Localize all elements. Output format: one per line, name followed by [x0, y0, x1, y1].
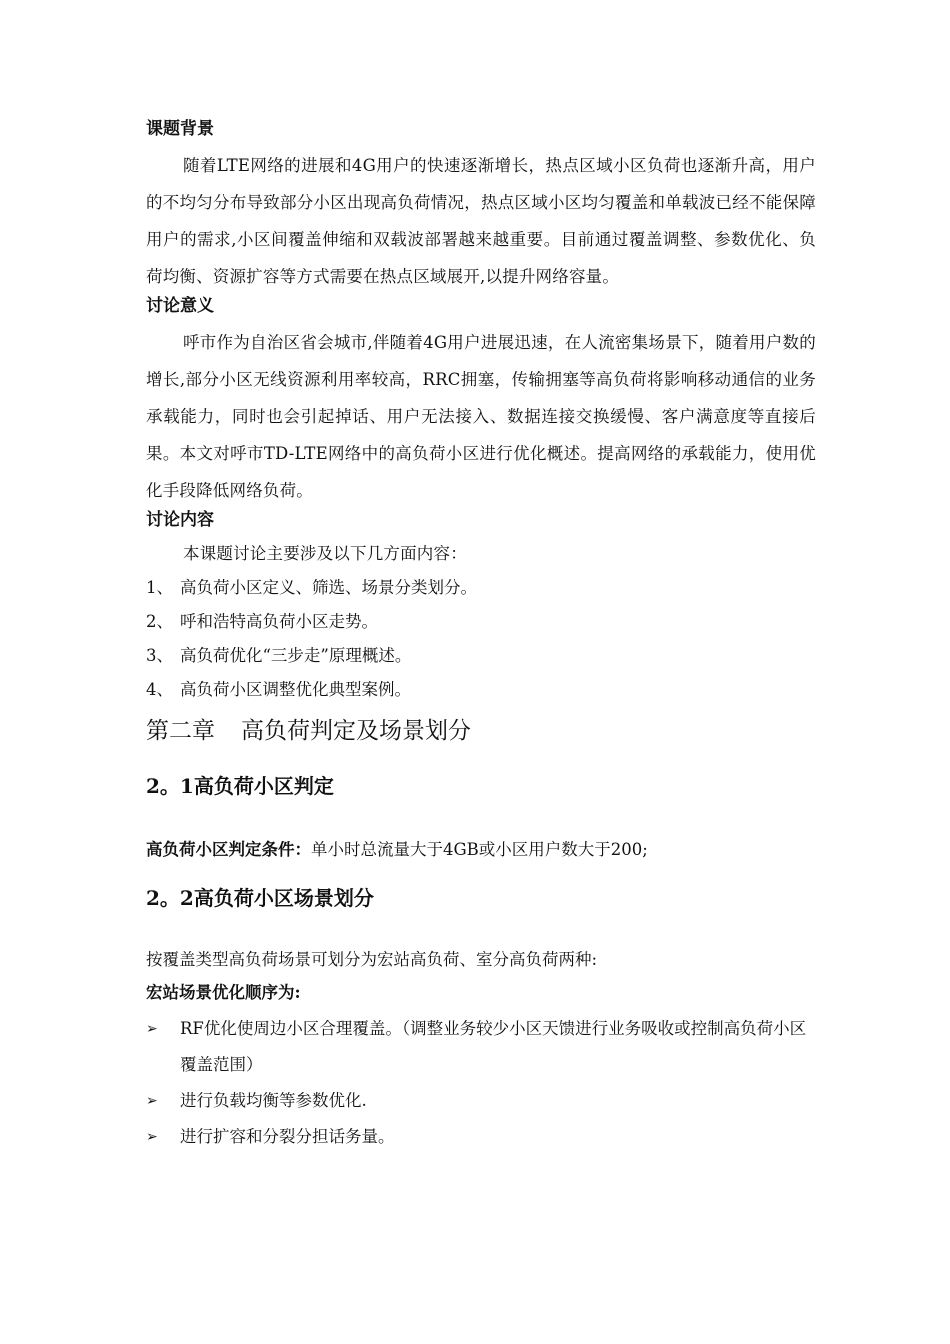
bullet-item [146, 1011, 816, 1083]
list-item [146, 639, 816, 673]
subsection-heading-2-1: 2。1高负荷小区判定 [146, 774, 334, 798]
bullet-item [146, 1119, 816, 1155]
section-heading-background: 课题背景 [146, 119, 214, 139]
list-item [146, 605, 816, 639]
list-item-number: 3、 [146, 646, 173, 665]
list-item-text: 高负荷小区定义、筛选、场景分类划分。 [180, 578, 477, 597]
arrow-bullet-icon: ➢ [146, 1093, 158, 1109]
list-item [146, 673, 816, 707]
paragraph-significance: 呼市作为自治区省会城市,伴随着4G用户进展迅速，在人流密集场景下，随着用户数的增长,部分小区无线资源利用率较高，RRC拥塞，传输拥塞等高负荷将影响移动通信的业务承载能力，同时也会引起掉话、用户无法接入、数据连接交换缓慢、客户满意度等直接后果。本文对呼市TD-LTE网络中的高负荷小区进行优化概述。提高网络的承载能力，使用优化手段降低网络负荷。 [146, 333, 816, 500]
bullet-text: 进行扩容和分裂分担话务量。 [180, 1127, 395, 1146]
criteria-label: 高负荷小区判定条件： [146, 840, 311, 859]
chapter-title: 高负荷判定及场景划分 [241, 718, 471, 744]
macro-site-subtitle: 宏站场景优化顺序为: [146, 983, 301, 1002]
criteria-paragraph [146, 833, 816, 867]
list-item-text: 高负荷优化“三步走”原理概述。 [180, 646, 412, 665]
list-item-number: 4、 [146, 680, 173, 699]
bullet-item [146, 1083, 816, 1119]
content-list [146, 571, 816, 707]
criteria-text: 单小时总流量大于4GB或小区用户数大于200; [311, 840, 648, 859]
list-item-number: 1、 [146, 578, 173, 597]
section-heading-significance: 讨论意义 [146, 296, 214, 316]
list-item-text: 呼和浩特高负荷小区走势。 [180, 612, 378, 631]
bullet-text: RF优化使周边小区合理覆盖。（调整业务较少小区天馈进行业务吸收或控制高负荷小区覆盖范围） [180, 1019, 807, 1074]
list-item-number: 2、 [146, 612, 173, 631]
paragraph-content-intro: 本课题讨论主要涉及以下几方面内容： [183, 544, 467, 563]
bullet-list [146, 1011, 816, 1155]
chapter-label: 第二章 [146, 718, 215, 744]
scene-intro-paragraph: 按覆盖类型高负荷场景可划分为宏站高负荷、室分高负荷两种: [146, 950, 598, 969]
arrow-bullet-icon: ➢ [146, 1129, 158, 1145]
list-item [146, 571, 816, 605]
document-page [146, 118, 816, 1155]
list-item-text: 高负荷小区调整优化典型案例。 [180, 680, 411, 699]
bullet-text: 进行负载均衡等参数优化. [180, 1091, 367, 1110]
chapter-heading [146, 711, 816, 751]
arrow-bullet-icon: ➢ [146, 1021, 158, 1037]
section-heading-content: 讨论内容 [146, 510, 214, 530]
subsection-heading-2-2: 2。2高负荷小区场景划分 [146, 886, 374, 910]
paragraph-background: 随着LTE网络的进展和4G用户的快速逐渐增长，热点区域小区负荷也逐渐升高，用户的不均匀分布导致部分小区出现高负荷情况，热点区域小区均匀覆盖和单载波已经不能保障用户的需求,小区间覆盖伸缩和双载波部署越来越重要。目前通过覆盖调整、参数优化、负荷均衡、资源扩容等方式需要在热点区域展开,以提升网络容量。 [146, 156, 816, 286]
